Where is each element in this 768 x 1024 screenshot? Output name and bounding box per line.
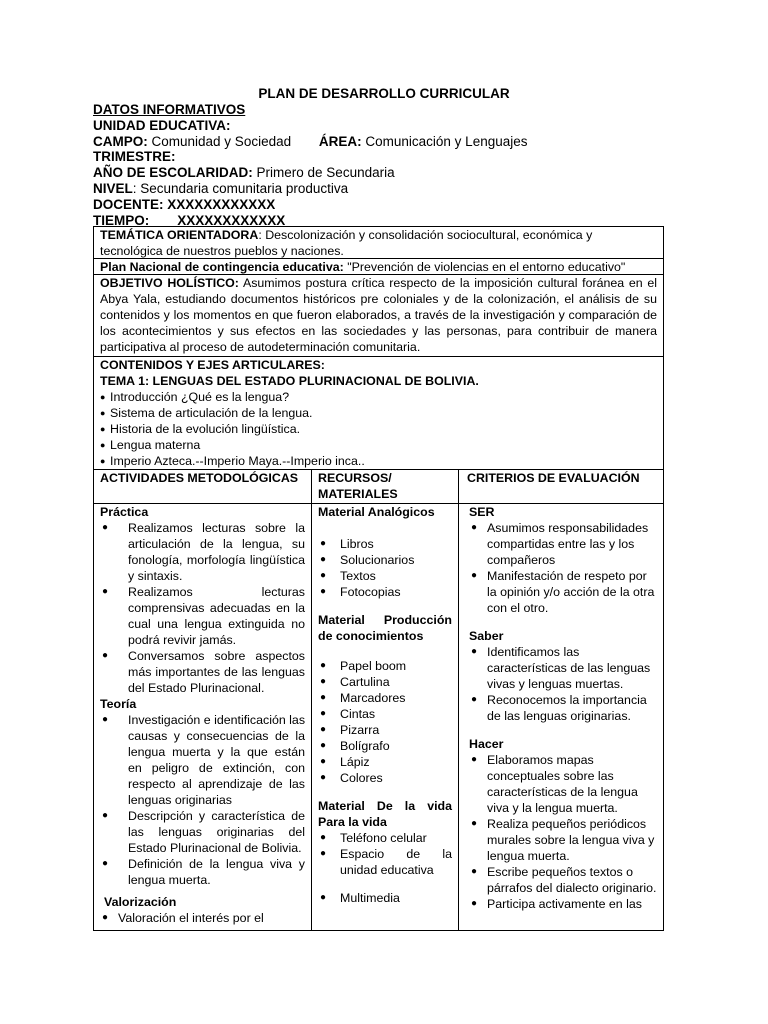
list-item: ● Identificamos las características de las lenguas vivas y lenguas muertas. <box>469 644 657 692</box>
recursos-column <box>312 504 458 906</box>
tiempo-label: TIEMPO: <box>93 212 150 228</box>
list-item: ● Participa activamente en las <box>469 896 657 912</box>
list-item: ● Asumimos responsabilidades compartidas entre las y los compañeros <box>469 520 657 568</box>
list-item: ● Bolígrafo <box>318 738 452 754</box>
produccion-title: Material Producción de conocimientos <box>318 613 452 643</box>
trimestre-label: TRIMESTRE: <box>93 149 176 165</box>
ser-list <box>469 520 657 616</box>
list-item: ● Imperio Azteca.--Imperio Maya.--Imperio inca.. <box>100 453 657 469</box>
list-item: ● Libros <box>318 536 452 552</box>
list-item: ● Descripción y característica de las lenguas originarias del Estado Plurinacional de Bolivia. <box>100 808 305 856</box>
vida-list <box>318 830 452 878</box>
contenidos-heading: CONTENIDOS Y EJES ARTICULARES: <box>100 358 325 372</box>
list-item: ● Elaboramos mapas conceptuales sobre las características de la lengua viva y la lengua muerta. <box>469 752 657 816</box>
valorizacion-title: Valorización <box>104 895 177 909</box>
tematica-cell <box>94 227 663 258</box>
plan-cell <box>94 259 663 275</box>
list-item: ● Pizarra <box>318 722 452 738</box>
tematica-label: TEMÁTICA ORIENTADORA <box>100 228 259 242</box>
saber-list <box>469 644 657 724</box>
nivel-row <box>93 181 528 197</box>
produccion-list <box>318 658 452 786</box>
tema-title: TEMA 1: LENGUAS DEL ESTADO PLURINACIONAL DE BOLIVIA. <box>100 374 479 388</box>
list-item: ● Introducción ¿Qué es la lengua? <box>100 389 657 405</box>
objetivo-text: Asumimos postura crítica respecto de la imposición cultural foránea en el Abya Yala, estudiando documentos históricos pre coloniales y de la colonización, el análisis de su contenidos y los momentos en que fueron elaborados, a través de la investigación y comparación de los acontecimientos y sus efectos en las sociedades y las personas, para contribuir de manera participativa al proceso de autodeterminación comunitaria. <box>100 276 657 354</box>
list-item: ● Textos <box>318 568 452 584</box>
anio-value: Primero de Secundaria <box>256 165 395 181</box>
list-item: ● Multimedia <box>318 890 452 906</box>
list-item: ● Teléfono celular <box>318 830 452 846</box>
page-title: PLAN DE DESARROLLO CURRICULAR <box>258 86 510 101</box>
curriculum-table <box>93 226 664 931</box>
analogicos-title: Material Analógicos <box>318 505 435 519</box>
area-value: Comunicación y Lenguajes <box>365 133 528 149</box>
list-item: ● Manifestación de respeto por la opinión y/o acción de la otra con el otro. <box>469 568 657 616</box>
contenidos-list <box>100 389 657 469</box>
area-label: ÁREA: <box>318 133 362 149</box>
plan-text: "Prevención de violencias en el entorno educativo" <box>343 260 626 274</box>
list-item: ● Fotocopias <box>318 584 452 600</box>
list-item: ● Papel boom <box>318 658 452 674</box>
list-item: ● Definición de la lengua viva y lengua muerta. <box>100 856 305 888</box>
list-item: ● Solucionarios <box>318 552 452 568</box>
teoria-title: Teoría <box>100 697 137 711</box>
nivel-value: : Secundaria comunitaria productiva <box>132 180 349 196</box>
list-item: ● Valoración el interés por el <box>100 910 305 926</box>
anio-label: AÑO DE ESCOLARIDAD: <box>93 165 253 181</box>
saber-title: Saber <box>469 629 504 643</box>
list-item: ● Lengua materna <box>100 437 657 453</box>
list-item: ● Reconocemos la importancia de las lenguas originarias. <box>469 692 657 724</box>
docente-label: DOCENTE: XXXXXXXXXXXX <box>93 196 276 212</box>
campo-label: CAMPO: <box>93 133 148 149</box>
objetivo-label: OBJETIVO HOLÍSTICO: <box>100 276 239 290</box>
list-item: ● Realizamos lecturas sobre la articulación de la lengua, su fonología, morfología lingüística y sintaxis. <box>100 520 305 584</box>
list-item: ● Colores <box>318 770 452 786</box>
contenidos-cell <box>94 357 663 469</box>
vida-title: Material De la vida Para la vida <box>318 799 452 829</box>
list-item: ● Marcadores <box>318 690 452 706</box>
valorizacion-list <box>100 910 305 926</box>
list-item: ● Investigación e identificación las causas y consecuencias de la lengua muerta y la que están en peligro de extinción, con respecto al aprendizaje de las lenguas originarias <box>100 712 305 808</box>
plan-label: Plan Nacional de contingencia educativa: <box>100 260 344 274</box>
header-actividades: ACTIVIDADES METODOLÓGICAS <box>100 471 299 485</box>
header-criterios: CRITERIOS DE EVALUACIÓN <box>467 471 640 485</box>
unidad-label: UNIDAD EDUCATIVA: <box>93 117 231 133</box>
header-recursos: RECURSOS/ MATERIALES <box>318 471 398 501</box>
teoria-list <box>100 712 305 888</box>
campo-value: Comunidad y Sociedad <box>151 133 292 149</box>
tematica-text: : Descolonización y consolidación sociocultural, económica y tecnológica de nuestros pueblos y naciones. <box>100 228 593 258</box>
list-item: ● Realizamos lecturas comprensivas adecuadas en la cual una lengua extinguida no podrá revivir jamás. <box>100 584 305 648</box>
datos-heading: DATOS INFORMATIVOS <box>93 102 246 117</box>
practica-list <box>100 520 305 696</box>
criterios-column <box>459 504 663 912</box>
nivel-label: NIVEL <box>93 180 133 196</box>
objetivo-cell <box>94 275 663 356</box>
actividades-column <box>94 504 311 926</box>
anio-row <box>93 165 528 181</box>
list-item: ● Cartulina <box>318 674 452 690</box>
hacer-title: Hacer <box>469 737 504 751</box>
datos-informativos <box>93 102 528 228</box>
extra-list <box>318 890 452 906</box>
tiempo-value: XXXXXXXXXXXX <box>177 212 286 228</box>
list-item: ● Sistema de articulación de la lengua. <box>100 405 657 421</box>
ser-title: SER <box>469 505 495 519</box>
list-item: ● Cintas <box>318 706 452 722</box>
list-item: ● Lápiz <box>318 754 452 770</box>
campo-row <box>93 134 528 150</box>
analogicos-list <box>318 536 452 600</box>
practica-title: Práctica <box>100 505 149 519</box>
list-item: ● Escribe pequeños textos o párrafos del dialecto originario. <box>469 864 657 896</box>
list-item: ● Historia de la evolución lingüística. <box>100 421 657 437</box>
list-item: ● Conversamos sobre aspectos más importantes de las lenguas del Estado Plurinacional. <box>100 648 305 696</box>
list-item: ● Realiza pequeños periódicos murales sobre la lengua viva y lengua muerta. <box>469 816 657 864</box>
hacer-list <box>469 752 657 912</box>
list-item: ● Espacio de la unidad educativa <box>318 846 452 878</box>
